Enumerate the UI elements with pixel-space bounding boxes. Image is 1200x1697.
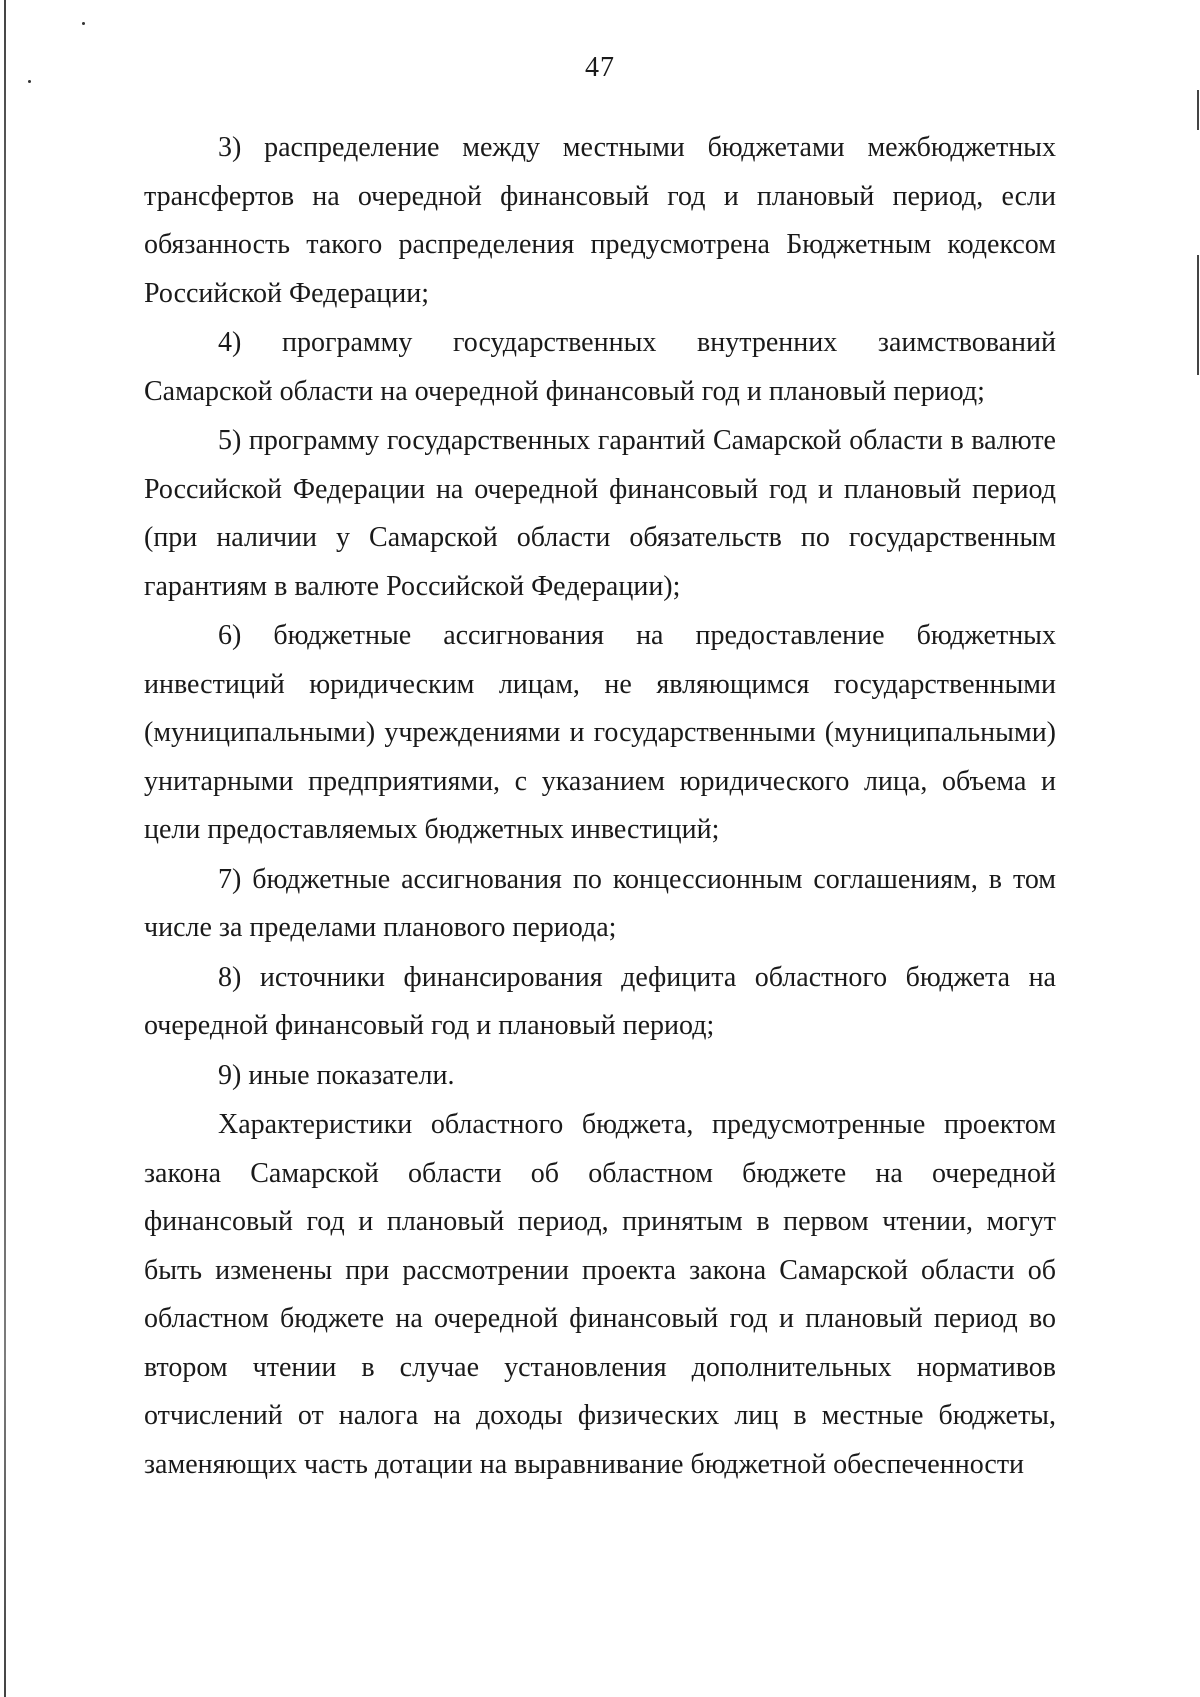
paragraph-item-4: 4) программу государственных внутренних заимствований Самарской области на очередной финансовый год и плановый период;	[144, 327, 1056, 407]
scan-speck	[82, 22, 85, 25]
scan-edge-right-top	[1197, 90, 1199, 130]
scan-edge-left	[4, 0, 6, 1697]
paragraph-item-5: 5) программу государственных гарантий Самарской области в валюте Российской Федерации на очередной финансовый год и плановый период (при наличии у Самарской области обязательств по государственным гарантиям в валюте Российской Федерации);	[144, 425, 1056, 602]
paragraph-item-3: 3) распределение между местными бюджетами межбюджетных трансфертов на очередной финансовый год и плановый период, если обязанность такого распределения предусмотрена Бюджетным кодексом Российской Федерации;	[144, 132, 1056, 309]
paragraph-item-7: 7) бюджетные ассигнования по концессионным соглашениям, в том числе за пределами планового периода;	[144, 863, 1056, 943]
paragraph-budget-characteristics: Характеристики областного бюджета, предусмотренные проектом закона Самарской области об областном бюджете на очередной финансовый год и плановый период, принятым в первом чтении, могут быть изменены при рассмотрении проекта закона Самарской области об областном бюджете на очередной финансовый год и плановый период во втором чтении в случае установления дополнительных нормативов отчислений от налога на доходы физических лиц в местные бюджеты, заменяющих часть дотации на выравнивание бюджетной обеспеченности	[144, 1109, 1056, 1480]
page-number: 47	[585, 52, 615, 83]
paragraph-item-9: 9) иные показатели.	[218, 1059, 455, 1091]
document-body	[144, 124, 1056, 1489]
paragraph-item-8: 8) источники финансирования дефицита областного бюджета на очередной финансовый год и плановый период;	[144, 961, 1056, 1041]
paragraph-item-6: 6) бюджетные ассигнования на предоставление бюджетных инвестиций юридическим лицам, не являющимся государственными (муниципальными) учреждениями и государственными (муниципальными) унитарными предприятиями, с указанием юридического лица, объема и цели предоставляемых бюджетных инвестиций;	[144, 620, 1056, 845]
scan-edge-right-mid	[1197, 255, 1199, 375]
